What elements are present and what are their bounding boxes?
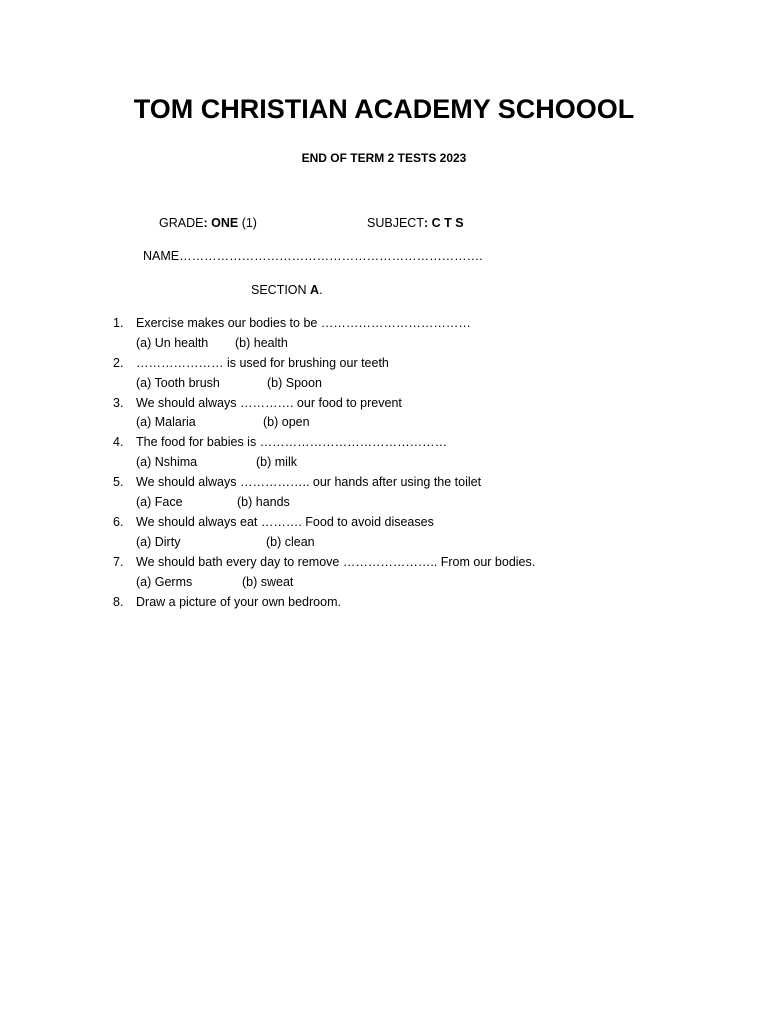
grade-colon: : [203, 216, 208, 230]
question-text: ………………… is used for brushing our teeth [136, 356, 389, 370]
option-b: (b) sweat [242, 575, 294, 589]
grade-extra: (1) [241, 216, 257, 230]
option-a: (a) Face [136, 495, 183, 509]
question-number: 2. [113, 356, 124, 370]
section-heading [251, 283, 323, 297]
question-text: We should always eat ………. Food to avoid diseases [136, 515, 434, 529]
question-text: We should always …………. our food to prevent [136, 396, 402, 410]
name-line: NAME………………………………………………………………. [143, 249, 483, 263]
option-b: (b) health [235, 336, 288, 350]
option-b: (b) Spoon [267, 376, 322, 390]
option-b: (b) milk [256, 455, 297, 469]
subject-value: C T S [431, 216, 464, 230]
subject-line [367, 216, 464, 230]
question-number: 6. [113, 515, 124, 529]
question-number: 4. [113, 435, 124, 449]
school-title: TOM CHRISTIAN ACADEMY SCHOOOL [133, 94, 635, 124]
option-b: (b) clean [266, 535, 315, 549]
option-a: (a) Dirty [136, 535, 181, 549]
question-number: 7. [113, 555, 124, 569]
question-number: 5. [113, 475, 124, 489]
option-a: (a) Malaria [136, 415, 196, 429]
grade-label: GRADE [159, 216, 204, 230]
question-number: 3. [113, 396, 124, 410]
question-number: 8. [113, 595, 124, 609]
question-text: We should bath every day to remove ………………….. From our bodies. [136, 555, 536, 569]
grade-line [159, 216, 257, 230]
option-a: (a) Un health [136, 336, 209, 350]
section-dot: . [319, 283, 323, 297]
option-a: (a) Tooth brush [136, 376, 220, 390]
section-letter: A [310, 283, 320, 297]
subject-colon: : [423, 216, 429, 230]
subject-label: SUBJECT [367, 216, 424, 230]
question-text: Exercise makes our bodies to be ……………………………… [136, 316, 471, 330]
question-text: Draw a picture of your own bedroom. [136, 595, 341, 609]
section-label: SECTION [251, 283, 307, 297]
option-a: (a) Germs [136, 575, 193, 589]
grade-value: ONE [211, 216, 239, 230]
exam-title: END OF TERM 2 TESTS 2023 [301, 151, 467, 165]
question-text: We should always …………….. our hands after using the toilet [136, 475, 482, 489]
question-number: 1. [113, 316, 124, 330]
option-a: (a) Nshima [136, 455, 198, 469]
option-b: (b) hands [237, 495, 290, 509]
question-text: The food for babies is ……………………………………… [136, 435, 448, 449]
option-b: (b) open [263, 415, 310, 429]
